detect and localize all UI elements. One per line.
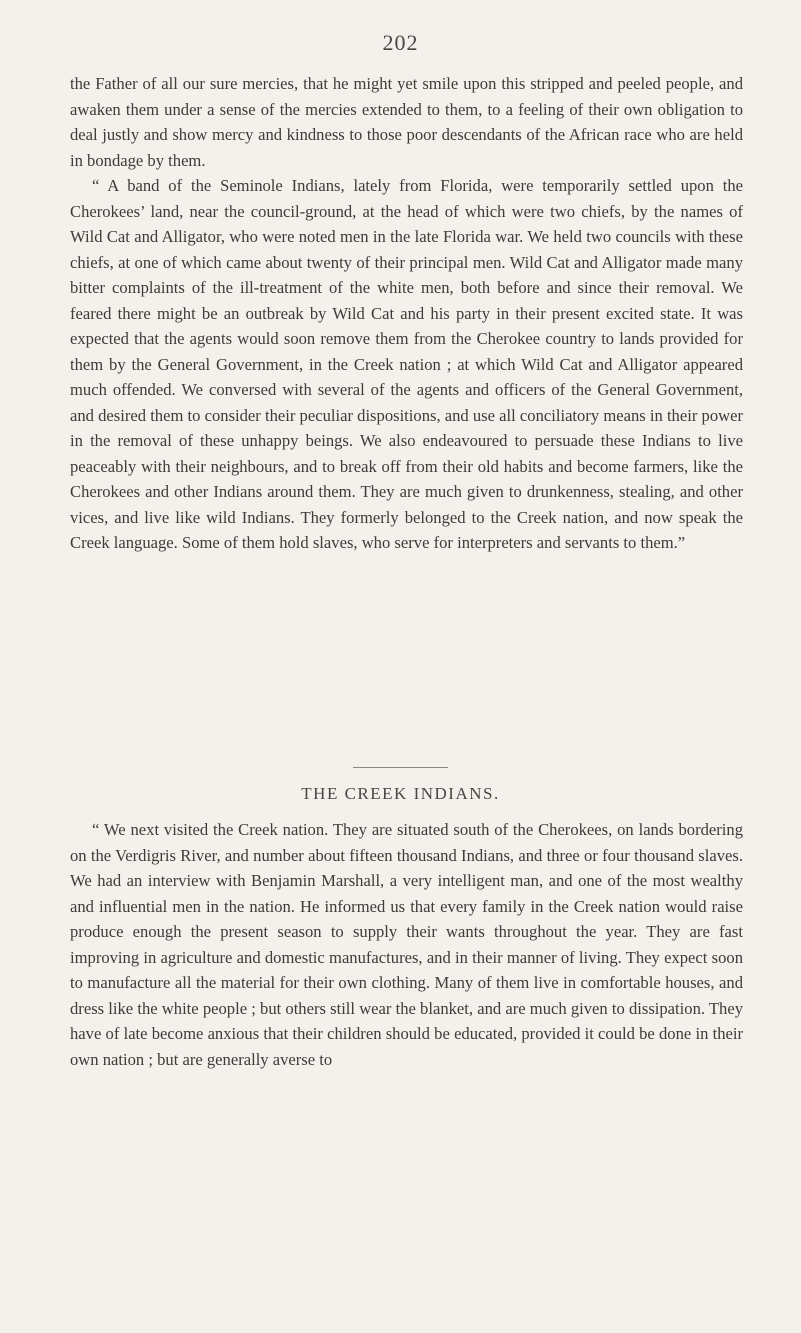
section-divider <box>353 767 448 768</box>
page-number: 202 <box>382 30 419 55</box>
paragraph: “ We next visited the Creek nation. They are situated south of the Cherokees, on lands bordering on the Verdigris River, and number about fifteen thousand Indians, and three or four thousand slaves. We had an interview with Benjamin Marshall, a very intelligent man, and one of the most wealthy and influential men in the nation. He informed us that every family in the Creek nation would raise produce enough the present season to supply their wants throughout the year. They are fast improving in agriculture and domestic manufactures, and in their manner of living. They expect soon to manufacture all the material for their own clothing. Many of them live in comfortable houses, and dress like the white people ; but others still wear the blanket, and are much given to dissipation. They have of late become anxious that their children should be educated, provided it could be done in their own nation ; but are generally averse to <box>70 820 743 1069</box>
paragraph: “ A band of the Seminole Indians, lately from Florida, were temporarily settled upon the Cherokees’ land, near the council-ground, at the head of which were two chiefs, by the names of Wild Cat and Alligator, who were noted men in the late Florida war. We held two councils with these chiefs, at one of which came about twenty of their principal men. Wild Cat and Alligator made many bitter complaints of the ill-treatment of the white men, both before and since their removal. We feared there might be an outbreak by Wild Cat and his party in their present excited state. It was expected that the agents would soon remove them from the Cherokee country to lands provided for them by the General Government, in the Creek nation ; at which Wild Cat and Alligator appeared much offended. We conversed with several of the agents and officers of the General Government, and desired them to consider their peculiar dispositions, and use all conciliatory means in their power in the removal of these unhappy beings. We also endeavoured to persuade these Indians to live peaceably with their neighbours, and to break off from their old habits and become farmers, like the Cherokees and other Indians around them. They are much given to drunkenness, stealing, and other vices, and live like wild Indians. They formerly belonged to the Creek nation, and now speak the Creek language. Some of them hold slaves, who serve for interpreters and servants to them.” <box>70 176 743 552</box>
top-text-block <box>70 71 743 556</box>
paragraph: the Father of all our sure mercies, that he might yet smile upon this stripped and peeled people, and awaken them under a sense of the mercies extended to them, to a feeling of their own obligation to deal justly and show mercy and kindness to those poor descendants of the African race who are held in bondage by them. <box>70 74 743 170</box>
section-heading: THE CREEK INDIANS. <box>301 784 500 803</box>
bottom-text-block <box>70 817 743 1072</box>
